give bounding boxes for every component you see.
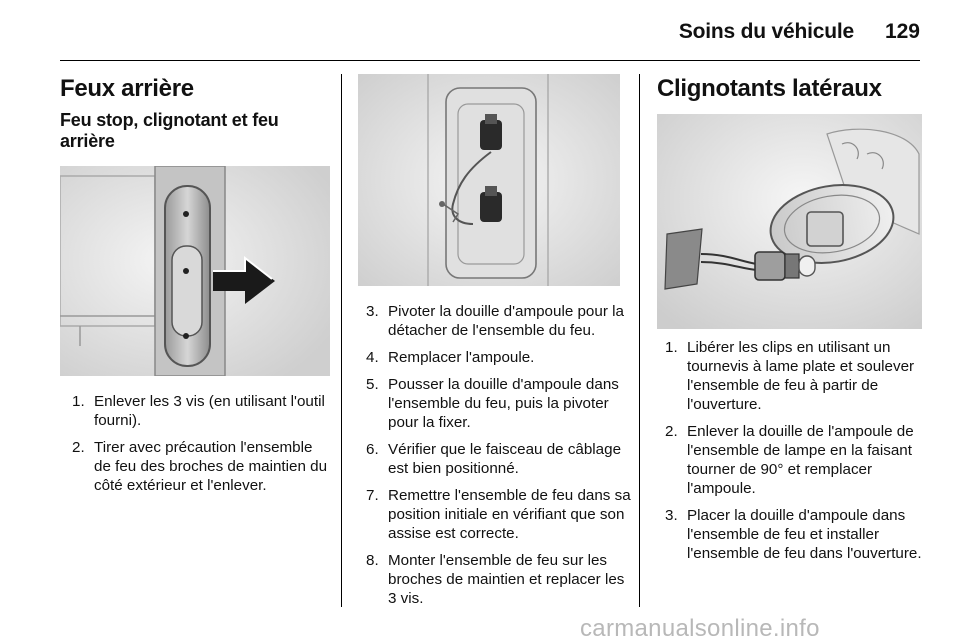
list-item: 6. Vérifier que le faisceau de câblage est bien positionné.	[366, 441, 622, 477]
bulb-socket-illustration	[358, 74, 620, 286]
header-rule	[60, 60, 920, 61]
section-heading-feux-arriere: Feux arrière	[60, 75, 194, 102]
side-indicator-icon	[657, 114, 922, 329]
steps-list-rear-lamp-continued	[362, 302, 632, 616]
list-item: 3. Pivoter la douille d'ampoule pour la détacher de l'ensemble du feu.	[366, 303, 624, 339]
left-column	[60, 74, 330, 494]
page-number: 129	[884, 20, 920, 43]
list-item: 1. Libérer les clips en utilisant un tournevis à lame plate et soulever l'ensemble de feu à partir de l'ouverture.	[665, 339, 915, 413]
list-item: 4. Remplacer l'ampoule.	[366, 349, 535, 366]
section-heading-clignotants-lateraux: Clignotants latéraux	[657, 75, 882, 102]
lamp-removal-arrow-icon	[60, 166, 330, 376]
steps-list-side-indicators	[661, 338, 925, 571]
subheading-feu-stop: Feu stop, clignotant et feu arrière	[60, 110, 279, 151]
rear-lamp-illustration	[60, 166, 330, 376]
list-item: 8. Monter l'ensemble de feu sur les broches de maintien et replacer les 3 vis.	[366, 552, 625, 607]
side-indicator-illustration	[657, 114, 922, 329]
watermark: carmanualsonline.info	[580, 615, 820, 642]
right-column	[657, 74, 922, 562]
column-divider-right	[639, 74, 640, 607]
list-item: 5. Pousser la douille d'ampoule dans l'ensemble du feu, puis la pivoter pour la fixer.	[366, 376, 619, 431]
list-item: 2. Enlever la douille de l'ampoule de l'ensemble de lampe en la faisant tourner de 90° et remplacer l'ampoule.	[665, 423, 914, 497]
steps-list-rear-lamp	[68, 392, 332, 503]
list-item: 1. Enlever les 3 vis (en utilisant l'outil fourni).	[72, 393, 325, 429]
list-item: 7. Remettre l'ensemble de feu dans sa position initiale en vérifiant que son assise est correcte.	[366, 487, 631, 542]
list-item: 2. Tirer avec précaution l'ensemble de feu des broches de maintien du côté extérieur et l'enlever.	[72, 439, 328, 494]
bulb-socket-icon	[358, 74, 620, 286]
list-item: 3. Placer la douille d'ampoule dans l'ensemble de feu et installer l'ensemble de feu dans l'ouverture.	[665, 507, 922, 562]
column-divider-left	[341, 74, 342, 607]
page-header-title: Soins du véhicule	[678, 20, 854, 43]
